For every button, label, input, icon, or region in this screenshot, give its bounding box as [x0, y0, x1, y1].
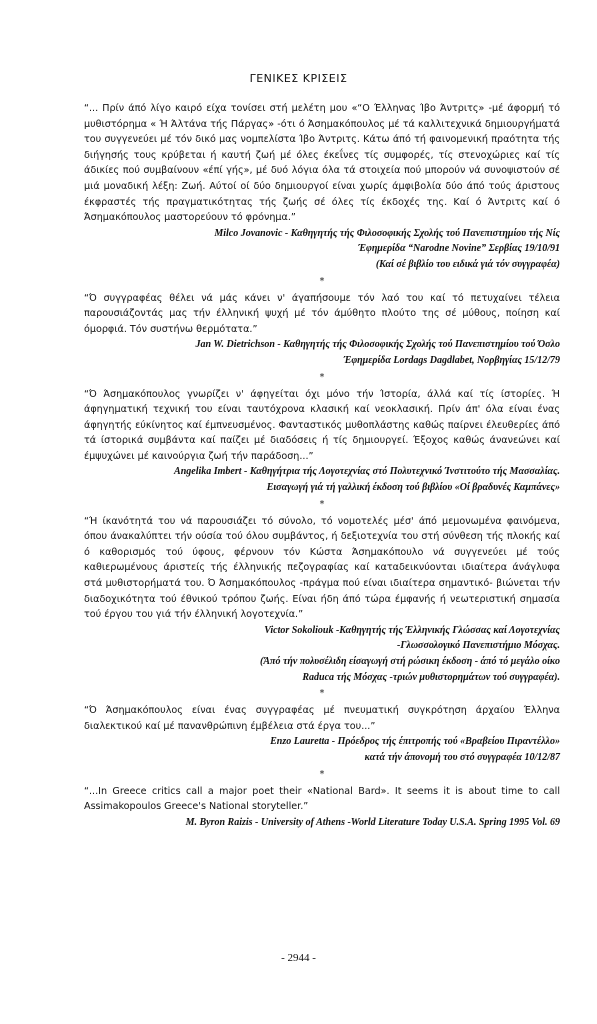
review-quote: “Ό Άσημακόπουλος είναι ένας συγγραφέας μέ πνευματική συγκρότηση άρχαίου Έλληνα διαλεκτικού καί μέ πανανθρώπινη έμβέλεια στά έργα του...” [84, 705, 560, 732]
separator-asterisk: * [319, 499, 325, 510]
separator-asterisk: * [319, 276, 325, 287]
reviews-list [84, 101, 560, 830]
review-attribution-line: Raduca τής Μόσχας -τριών μυθιστορημάτων τού συγγραφέα). [302, 671, 560, 683]
review-entry [84, 514, 560, 686]
review-attribution-line: Enzo Lauretta - Πρόεδρος τής έπιτροπής τού «Βραβείου Πιραντέλλο» [270, 736, 560, 748]
review-quote: “Ή ίκανότητά του νά παρουσιάζει τό σύνολο, τό νομοτελές μέσ' άπό μεμονωμένα φαινόμενα, όπου άνακαλύπτει τήν ούσία τού όλου συμβάντος, ή δεξιοτεχνία του στή σύνθεση τής πλοκής καί ό καθορισμός τού ύφους, φέρνουν τόν Κώστα Άσημακόπουλο νά συγγενεύει μέ τούς καθιερωμένους άριστείς τής έλληνικής πεζογραφίας καί καταδεικνύονται ιδιαίτερα άνάγλυφα στά μυθιστορήματά του. Ό Άσημακόπουλος -πράγμα πού είναι ιδιαίτερα σημαντικό- βιώνεται τήν διαδοχικότητα τού έθνικού τρόπου ζωής. Είναι ήδη άπό τώρα έμφανής ή νεωτεριστική σημασία τού έργου του γιά τήν έλληνική λογοτεχνία.” [84, 515, 560, 621]
separator-asterisk: * [319, 689, 325, 700]
review-attribution-line: Έφημερίδα Lordags Dagdlabet, Νορβηγίας 15/12/79 [343, 354, 560, 366]
review-quote: “... Πρίν άπό λίγο καιρό είχα τονίσει στή μελέτη μου «“Ο Έλληνας Ίβο Άντριτς» -μέ άφορμή τό μυθιστόρημα « Ή Άλτάνα τής Πάργας» -ότι ό Άσημακόπουλος μέ τά καλλιτεχνικά δημιουργήματά του συγγενεύει μέ τόν δικό μας νομπελίστα Ίβο Άντριτς. Κάτω άπό τή φαινομενική πραότητα τής διήγησής τους κρύβεται ή καυτή ζωή μέ όλες έκεΐνες τίς συμφορές, τίς στενοχώριες καί τίς άδικίες πού συμβαίνουν «έπί γής», μέ δυό λόγια όλα τά στοιχεία πού μπορούν νά συνοψιστούν σέ μιά μοναδική λέξη: Ζωή. Αύτοί οί δύο δημιουργοί είναι χωρίς άμφιβολία δύο άπό τούς άριστους έκφραστές τής πραγματικότητας τής ζωής σέ όλες τίς έκδοχές της. Καί ό Άντριτς καί ό Άσημακόπουλος μαστορεύουν τό φρόνημα.” [84, 103, 560, 224]
review-attribution-line: Jan W. Dietrichson - Καθηγητής τής Φιλοσοφικής Σχολής τού Πανεπιστημίου τού Όσλο [195, 339, 560, 351]
review-entry [84, 101, 560, 273]
review-attribution-line: Victor Sokolіouk -Καθηγητής τής Έλληνικής Γλώσσας καί Λογοτεχνίας [264, 624, 560, 636]
review-entry [84, 703, 560, 765]
review-quote: “Ό Άσημακόπουλος γνωρίζει ν' άφηγείται όχι μόνο τήν Ίστορία, άλλά καί τίς ίστορίες. Ή άφηγηματική τεχνική του είναι ταυτόχρονα κλασική καί νεοκλασική. Πρίν άπ' όλα είναι ένας άφηγητής εύκίνητος καί έμπνευσμένος. Φανταστικός μυθοπλάστης καθώς παίρνει έλευθερίες άπό τά ίστορικά συμβάντα καί παίζει μέ διαδόσεις ή τίς δημιουργεί. Έξοχος καθώς άνανεώνει καί έμψυχώνει μέ καινούργια ζωή τήν παράδοση...” [84, 388, 560, 462]
review-attribution-line: Εισαγωγή γιά τή γαλλική έκδοση τού βιβλίου «Οί βραδυνές Καμπάνες» [266, 482, 560, 494]
review-attribution-line: κατά τήν άπονομή του στό συγγραφέα 10/12/87 [364, 751, 560, 763]
review-attribution-line: (Καί σέ βιβλίο του ειδικά γιά τόν συγγραφέα) [375, 258, 560, 270]
review-entry [84, 784, 560, 831]
review-attribution-line: Έφημερίδα “Narodne Novine” Σερβίας 19/10/91 [358, 243, 560, 255]
review-entry [84, 387, 560, 496]
review-attribution-line: (Άπό τήν πολυσέλιδη είσαγωγή στή ρώσικη έκδοση - άπό τό μεγάλο οίκο [260, 656, 560, 667]
review-quote: “Ό συγγραφέας θέλει νά μάς κάνει ν' άγαπήσουμε τόν λαό του καί τό πετυχαίνει τέλεια παρουσιάζοντάς μας τήν έλληνική ψυχή μέ τόν άμύθητο πλούτο της σέ μύθους, ποίηση καί όμορφιά. Τόν συστήνω θερμότατα.” [84, 292, 560, 335]
page-heading: ΓΕΝΙΚΕΣ ΚΡΙΣΕΙΣ [249, 72, 348, 85]
review-attribution-line: Milco Jovanovic - Καθηγητής τής Φιλοσοφικής Σχολής τού Πανεπιστημίου τής Νίς [214, 227, 560, 239]
review-attribution-line: -Γλωσσολογικό Πανεπιστήμιο Μόσχας. [397, 640, 560, 652]
separator-asterisk: * [319, 372, 325, 383]
separator-asterisk: * [319, 769, 325, 780]
page-number: - 2944 - [281, 952, 316, 964]
review-entry [84, 291, 560, 369]
review-quote: “...In Greece critics call a major poet their «National Bard». It seems it is about time to call Assimakopoulos Greece's National storyteller.” [84, 785, 560, 813]
review-attribution-line: Angelika Imbert - Καθηγήτρια τής Λογοτεχνίας στό Πολυτεχνικό Ίνστιτούτο τής Μασσαλίας. [174, 466, 560, 478]
review-attribution-line: M. Byron Raizis - University of Athens -World Literature Today U.S.A. Spring 1995 Vol. 69 [185, 816, 560, 828]
